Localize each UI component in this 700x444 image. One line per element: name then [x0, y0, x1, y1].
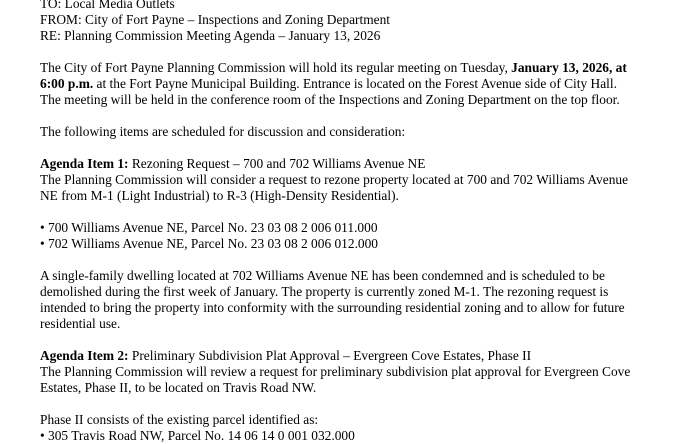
- meeting-time: 6:00 p.m.: [40, 76, 94, 91]
- re-line: RE: Planning Commission Meeting Agenda – January 13, 2026: [40, 28, 381, 43]
- meeting-date: January 13, 2026, at: [511, 60, 627, 75]
- agenda-item-1-note: residential use.: [40, 316, 121, 331]
- parcel-list-item: • 702 Williams Avenue NE, Parcel No. 23 03 08 2 006 012.000: [40, 236, 379, 251]
- to-line: TO: Local Media Outlets: [40, 0, 175, 11]
- intro-text: The City of Fort Payne Planning Commission will hold its regular meeting on Tuesday,: [40, 60, 512, 75]
- agenda-item-1-desc: The Planning Commission will consider a request to rezone property located at 700 and 702 Williams Avenue: [40, 172, 629, 187]
- agenda-item-2-desc: The Planning Commission will review a request for preliminary subdivision plat approval for Evergreen Cove: [40, 364, 631, 379]
- agenda-item-1-note: intended to bring the property into conformity with the surrounding residential zoning and to allow for future: [40, 300, 625, 315]
- agenda-item-2-title: Preliminary Subdivision Plat Approval – Evergreen Cove Estates, Phase II: [128, 348, 532, 363]
- agenda-item-1-desc: NE from M-1 (Light Industrial) to R-3 (High-Density Residential).: [40, 188, 399, 203]
- agenda-item-2: [40, 348, 690, 444]
- agenda-item-2-label: Agenda Item 2:: [40, 348, 129, 363]
- schedule-text: The following items are scheduled for discussion and consideration:: [40, 124, 406, 139]
- agenda-item-1-note: demolished during the first week of January. The property is currently zoned M-1. The rezoning request is: [40, 284, 609, 299]
- agenda-item-1-title: Rezoning Request – 700 and 702 Williams Avenue NE: [128, 156, 426, 171]
- from-line: FROM: City of Fort Payne – Inspections and Zoning Department: [40, 12, 390, 27]
- document-page: [40, 0, 690, 444]
- intro-paragraph: [40, 60, 690, 108]
- agenda-item-1-note: A single-family dwelling located at 702 Williams Avenue NE has been condemned and is scheduled to be: [40, 268, 605, 283]
- parcel-list-item: • 305 Travis Road NW, Parcel No. 14 06 14 0 001 032.000: [40, 428, 355, 443]
- intro-room: The meeting will be held in the conference room of the Inspections and Zoning Department on the top floor.: [40, 92, 620, 107]
- agenda-item-2-desc: Estates, Phase II, to be located on Travis Road NW.: [40, 380, 317, 395]
- intro-location: at the Fort Payne Municipal Building. Entrance is located on the Forest Avenue side of City Hall.: [93, 76, 617, 91]
- phase-text: Phase II consists of the existing parcel identified as:: [40, 412, 319, 427]
- agenda-item-1-label: Agenda Item 1:: [40, 156, 129, 171]
- agenda-item-1: [40, 156, 690, 332]
- parcel-list-item: • 700 Williams Avenue NE, Parcel No. 23 03 08 2 006 011.000: [40, 220, 378, 235]
